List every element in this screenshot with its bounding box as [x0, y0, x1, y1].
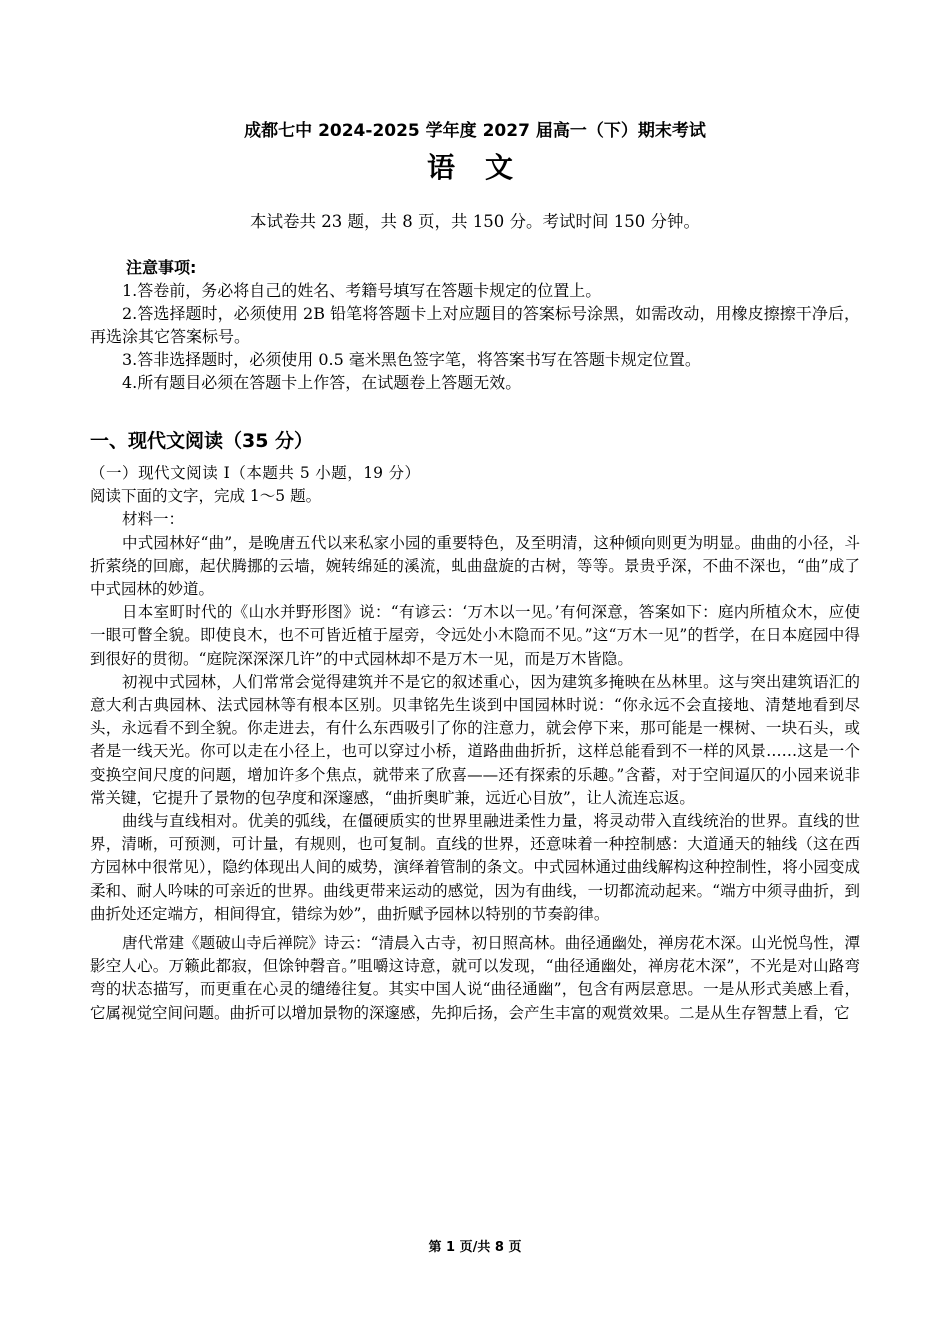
paragraph-5: 唐代常建《题破山寺后禅院》诗云：“清晨入古寺，初日照高林。曲径通幽处，禅房花木深。山光悦鸟性，潭影空人心。万籁此都寂，但馀钟磬音。”咀嚼这诗意，就可以发现，“曲径通幽处，禅房花木深”，不光是对山路弯弯的状态描写，而更重在心灵的缱绻往复。其实中国人说“曲径通幽”，包含有两层意思。一是从形式美感上看，它属视觉空间问题。曲折可以增加景物的深邃感，先抑后扬，会产生丰富的观赏效果。二是从生存智慧上看，它 [90, 934, 860, 1022]
subsection-instructions: （一）现代文阅读 I（本题共 5 小题，19 分） 阅读下面的文字，完成 1～5 题。 [90, 464, 420, 506]
exam-title: 成都七中 2024-2025 学年度 2027 届高一（下）期末考试 [244, 121, 706, 141]
material-label: 材料一： [122, 510, 185, 529]
page-number: 第 1 页/共 8 页 [428, 1240, 522, 1255]
subject-title: 语文 [426, 151, 543, 184]
paragraph-3: 初视中式园林，人们常常会觉得建筑并不是它的叙述重心，因为建筑多掩映在丛林里。这与突出建筑语汇的意大利古典园林、法式园林等有根本区别。贝聿铭先生谈到中国园林时说：“你永远不会直接地、清楚地看到尽头，永远看不到全貌。你走进去，有什么东西吸引了你的注意力，就会停下来，那可能是一棵树、一块石头，或者是一线天光。你可以走在小径上，也可以穿过小桥，道路曲曲折折，这样总能看到不一样的风景……这是一个变换空间尺度的问题，增加许多个焦点，就带来了欣喜——还有探索的乐趣。”含蓄，对于空间逼仄的小园来说非常关键，它提升了景物的包孕度和深邃感，“曲折奥旷兼，远近心目放”，让人流连忘返。 [90, 672, 860, 807]
exam-info: 本试卷共 23 题，共 8 页，共 150 分。考试时间 150 分钟。 [250, 212, 700, 231]
notice-item-2: 2.答选择题时，必须使用 2B 铅笔将答题卡上对应题目的答案标号涂黑，如需改动，用橡皮擦擦干净后，再选涂其它答案标号。 [90, 304, 860, 346]
notice-item-4: 4.所有题目必须在答题卡上作答，在试题卷上答题无效。 [122, 373, 522, 392]
notice-title: 注意事项: [126, 258, 197, 277]
paragraph-2: 日本室町时代的《山水并野形图》说：“有谚云：‘万木以一见。’有何深意，答案如下：庭内所植众木，应使一眼可瞥全貌。即使良木，也不可皆近植于屋旁，令远处小木隐而不见。”这“万木一见”的哲学，在日本庭园中得到很好的贯彻。“庭院深深深几许”的中式园林却不是万木一见，而是万木皆隐。 [90, 603, 860, 668]
section-heading: 一、现代文阅读（35 分） [90, 430, 314, 452]
notice-item-1: 1.答卷前，务必将自己的姓名、考籍号填写在答题卡规定的位置上。 [122, 281, 602, 300]
paragraph-1: 中式园林好“曲”，是晚唐五代以来私家小园的重要特色，及至明清，这种倾向则更为明显。曲曲的小径，斗折萦绕的回廊，起伏腾挪的云墙，婉转绵延的溪流，虬曲盘旋的古树，等等。景贵乎深，不曲不深也，“曲”成了中式园林的妙道。 [90, 533, 860, 599]
notice-block [90, 256, 860, 394]
paragraph-4: 曲线与直线相对。优美的弧线，在僵硬质实的世界里融进柔性力量，将灵动带入直线统治的世界。直线的世界，清晰，可预测，可计量，有规则，也可复制。直线的世界，还意味着一种控制感：大道通天的轴线（这在西方园林中很常见），隐约体现出人间的威势，演绎着管制的条文。中式园林通过曲线解构这种控制性，将小园变成柔和、耐人吟味的可亲近的世界。曲线更带来运动的感觉，因为有曲线，一切都流动起来。“端方中须寻曲折，到曲折处还定端方，相间得宜，错综为妙”，曲折赋予园林以特别的节奏韵律。 [90, 812, 860, 923]
notice-item-3: 3.答非选择题时，必须使用 0.5 毫米黑色签字笔，将答案书写在答题卡规定位置。 [122, 350, 701, 369]
reading-material [90, 462, 860, 1025]
